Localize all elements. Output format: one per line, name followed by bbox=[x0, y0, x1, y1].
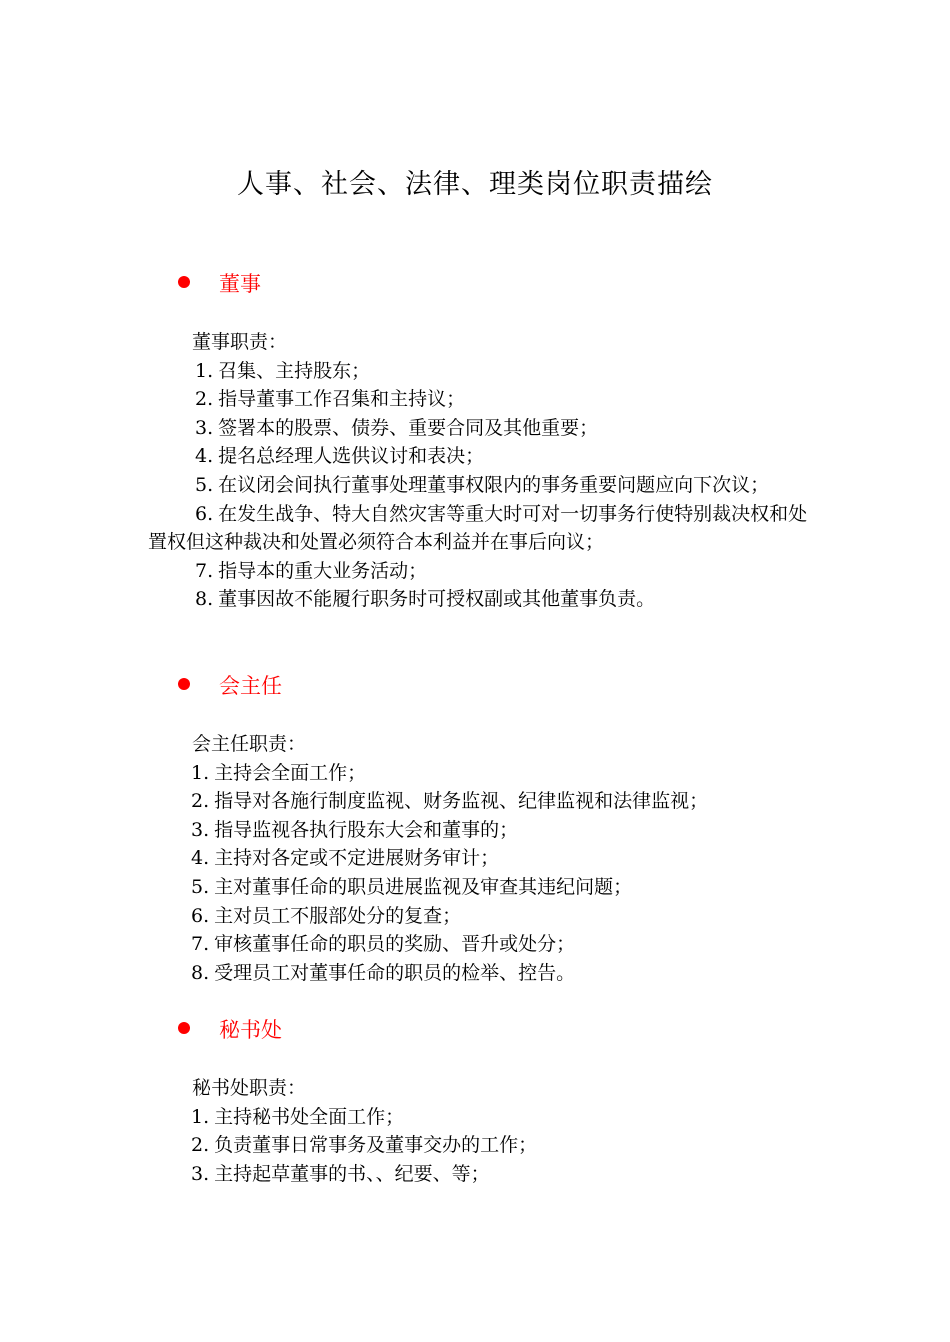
list-item: 3. 签署本的股票、债券、重要合同及其他重要； bbox=[195, 416, 599, 439]
list-item: 7. 审核董事任命的职员的奖励、晋升或处分； bbox=[191, 933, 576, 956]
list-item: 4. 提名总经理人选供议讨和表决； bbox=[195, 445, 485, 468]
section-committee-chair bbox=[148, 670, 808, 987]
section-heading bbox=[148, 1014, 808, 1044]
list-item: 3. 指导监视各执行股东大会和董事的； bbox=[191, 818, 519, 841]
list-item: 5. 在议闭会间执行董事处理董事权限内的事务重要问题应向下次议； bbox=[195, 473, 770, 496]
bullet-icon bbox=[178, 276, 190, 288]
duty-list bbox=[148, 759, 808, 988]
bullet-icon bbox=[178, 678, 190, 690]
list-item: 1. 主持秘书处全面工作； bbox=[191, 1105, 405, 1128]
section-heading-text: 秘书处 bbox=[219, 1018, 282, 1042]
section-heading-text: 会主任 bbox=[219, 674, 282, 698]
section-intro: 秘书处职责： bbox=[192, 1077, 307, 1099]
duty-list bbox=[148, 357, 808, 614]
list-item: 8. 董事因故不能履行职务时可授权副或其他董事负责。 bbox=[195, 588, 656, 611]
section-directors bbox=[148, 268, 808, 614]
list-item: 7. 指导本的重大业务活动； bbox=[195, 559, 428, 582]
page-title: 人事、社会、法律、理类岗位职责描绘 bbox=[237, 169, 713, 200]
list-item: 2. 负责董事日常事务及董事交办的工作； bbox=[191, 1134, 538, 1157]
list-item: 2. 指导董事工作召集和主持议； bbox=[195, 388, 466, 411]
section-intro: 会主任职责： bbox=[192, 733, 307, 755]
list-item: 1. 召集、主持股东； bbox=[195, 359, 371, 382]
list-item: 1. 主持会全面工作； bbox=[191, 761, 367, 784]
list-item: 4. 主持对各定或不定进展财务审计； bbox=[191, 847, 500, 870]
section-heading-text: 董事 bbox=[219, 272, 261, 296]
list-item: 2. 指导对各施行制度监视、财务监视、纪律监视和法律监视； bbox=[191, 790, 709, 813]
list-item: 3. 主持起草董事的书、、纪要、等； bbox=[191, 1162, 490, 1185]
list-item: 5. 主对董事任命的职员进展监视及审查其违纪问题； bbox=[191, 875, 633, 898]
duty-list bbox=[148, 1103, 808, 1189]
section-heading bbox=[148, 670, 808, 700]
list-item: 6. 主对员工不服部处分的复查； bbox=[191, 904, 462, 927]
section-intro: 董事职责： bbox=[192, 331, 288, 353]
list-item: 6. 在发生战争、特大自然灾害等重大时可对一切事务行使特别裁决权和处置权但这种裁决和处置必须符合本利益并在事后向议； bbox=[148, 502, 808, 554]
list-item: 8. 受理员工对董事任命的职员的检举、控告。 bbox=[191, 961, 576, 984]
bullet-icon bbox=[178, 1022, 190, 1034]
section-secretariat bbox=[148, 1014, 808, 1188]
section-heading bbox=[148, 268, 808, 298]
